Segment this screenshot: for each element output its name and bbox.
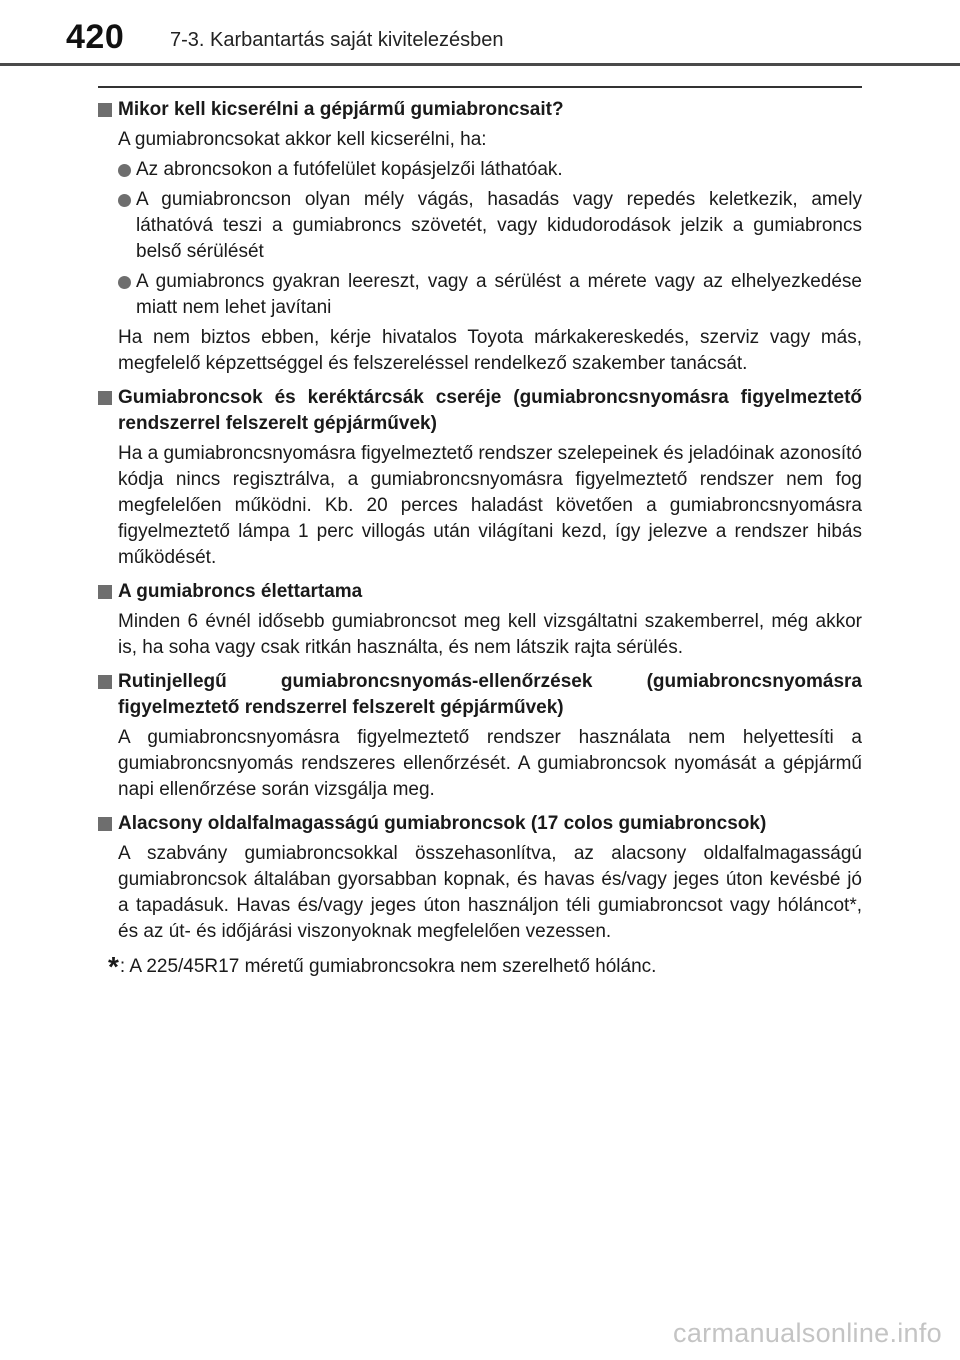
list-item: A gumiabroncs gyakran leereszt, vagy a sérülést a mérete vagy az elhelyezkedése miatt nem lehet javítani xyxy=(118,269,862,321)
square-bullet-icon xyxy=(98,391,112,405)
section-heading: Mikor kell kicserélni a gépjármű gumiabroncsait? xyxy=(98,97,862,123)
section-routine-checks xyxy=(98,669,862,803)
footnote-mark: * xyxy=(108,951,119,982)
section-heading: Gumiabroncsok és keréktárcsák cseréje (gumiabroncsnyomásra figyelmeztető rendszerrel felszerelt gépjárművek) xyxy=(98,385,862,437)
page-number: 420 xyxy=(66,18,125,56)
square-bullet-icon xyxy=(98,585,112,599)
section-low-profile-tires xyxy=(98,811,862,945)
list-item: A gumiabroncson olyan mély vágás, hasadás vagy repedés keletkezik, amely láthatóvá teszi a gumiabroncs szövetét, vagy kidudorodások jelzik a gumiabroncs belső sérülését xyxy=(118,187,862,265)
content-divider xyxy=(98,86,862,88)
section-tire-lifespan xyxy=(98,579,862,661)
square-bullet-icon xyxy=(98,817,112,831)
paragraph: A gumiabroncsnyomásra figyelmeztető rendszer használata nem helyettesíti a gumiabroncsnyomás rendszeres ellenőrzését. A gumiabroncsok nyomását a gépjármű napi ellenőrzése során vizsgálja meg. xyxy=(118,727,862,800)
page-header xyxy=(0,0,960,70)
section-heading: A gumiabroncs élettartama xyxy=(98,579,862,605)
section-heading: Alacsony oldalfalmagasságú gumiabroncsok (17 colos gumiabroncsok) xyxy=(98,811,862,837)
header-divider xyxy=(0,63,960,66)
square-bullet-icon xyxy=(98,103,112,117)
document-body xyxy=(98,97,862,980)
section-wheel-replacement xyxy=(98,385,862,571)
paragraph: Ha a gumiabroncsnyomásra figyelmeztető rendszer szelepeinek és jeladóinak azonosító kódja nincs regisztrálva, a gumiabroncsnyomásra figyelmeztető rendszer nem fog megfelelően működni. Kb. 20 perces haladást követően a gumiabroncsnyomásra figyelmeztető lámpa 1 perc villogás után világítani kezd, így jelezve a rendszer hibás működését. xyxy=(118,443,862,568)
circle-bullet-icon xyxy=(118,194,131,207)
square-bullet-icon xyxy=(98,675,112,689)
paragraph: A szabvány gumiabroncsokkal összehasonlítva, az alacsony oldalfalmagasságú gumiabroncsok általában gyorsabban kopnak, és havas és/vagy jeges úton kevésbé jó a tapadásuk. Havas és/vagy jeges úton használjon téli gumiabroncsot vagy hóláncot*, és az út- és időjárási viszonyoknak megfelelően vezessen. xyxy=(118,843,862,942)
circle-bullet-icon xyxy=(118,276,131,289)
paragraph: Minden 6 évnél idősebb gumiabroncsot meg kell vizsgáltatni szakemberrel, még akkor is, ha soha vagy csak ritkán használta, és nem látszik rajta sérülés. xyxy=(118,611,862,658)
paragraph: A gumiabroncsokat akkor kell kicserélni, ha: xyxy=(118,129,487,150)
section-tire-replacement xyxy=(98,97,862,377)
watermark: carmanualsonline.info xyxy=(673,1318,942,1348)
footnote-text: : A 225/45R17 méretű gumiabroncsokra nem szerelhető hólánc. xyxy=(119,956,657,977)
section-title: 7-3. Karbantartás saját kivitelezésben xyxy=(170,29,504,51)
list-item: Az abroncsokon a futófelület kopásjelzői láthatóak. xyxy=(118,157,862,183)
section-heading: Rutinjellegű gumiabroncsnyomás-ellenőrzések (gumiabroncsnyomásra figyelmeztető rendszerrel felszerelt gépjárművek) xyxy=(98,669,862,721)
paragraph: Ha nem biztos ebben, kérje hivatalos Toyota márkakereskedés, szerviz vagy más, megfelelő képzettséggel és felszereléssel rendelkező szakember tanácsát. xyxy=(118,327,862,374)
footnote xyxy=(108,953,862,980)
circle-bullet-icon xyxy=(118,164,131,177)
